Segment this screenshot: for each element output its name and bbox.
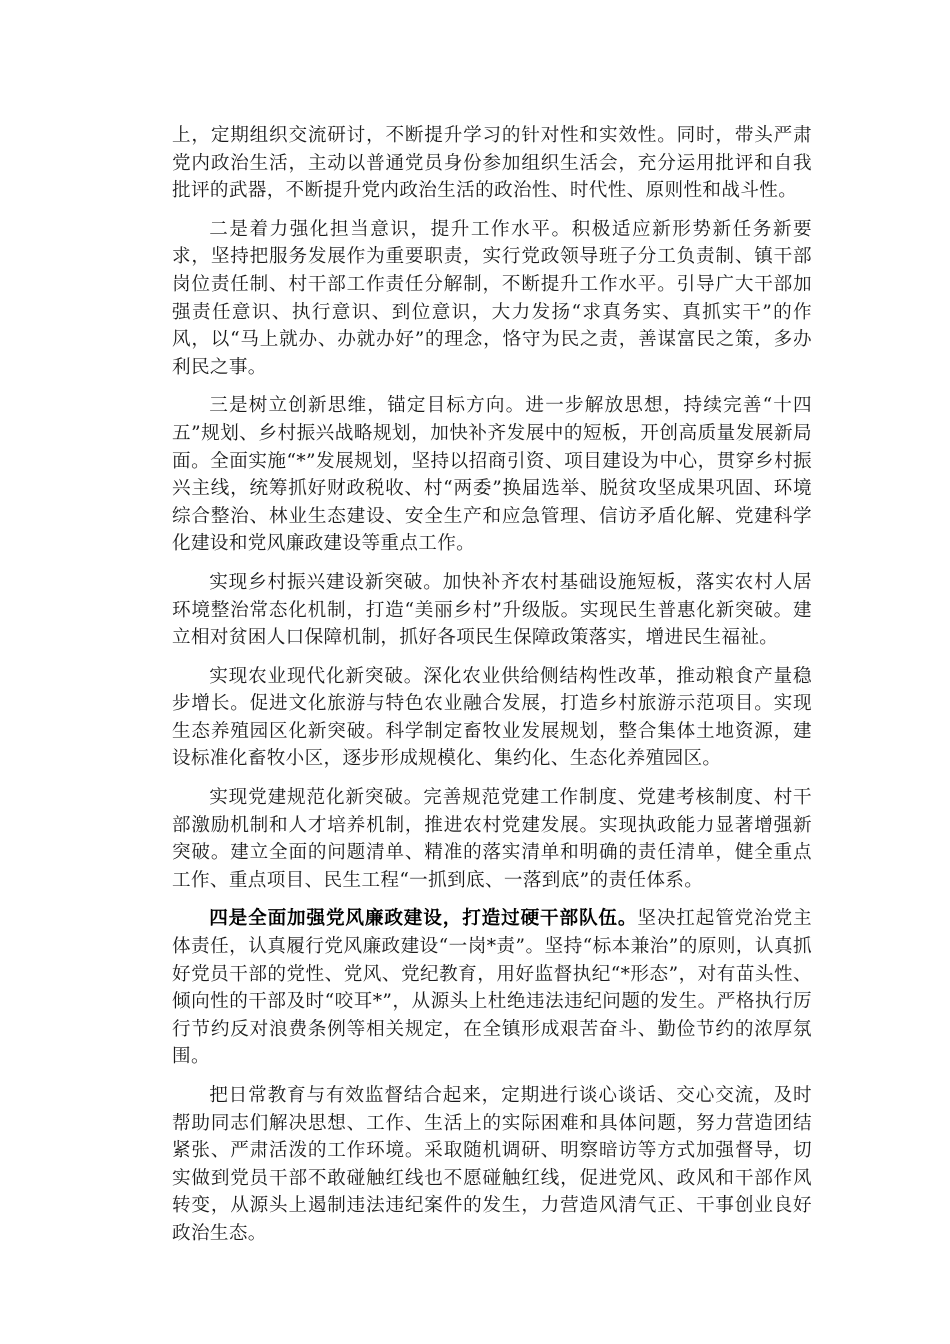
paragraph-lead-heading: 四是全面加强党风廉政建设，打造过硬干部队伍。 — [209, 908, 638, 930]
paragraph-text: 把日常教育与有效监督结合起来，定期进行谈心谈话、交心交流，及时帮助同志们解决思想、工作、生活上的实际困难和具体问题，努力营造团结紧张、严肃活泼的工作环境。采取随机调研、明察暗访等方式加强督导，切实做到党员干部不敢碰触红线也不愿碰触红线，促进党风、政风和干部作风转变，从源头上遏制违法违纪案件的发生，力营造风清气正、干事创业良好政治生态。 — [172, 1085, 812, 1244]
paragraph-integrity — [172, 905, 812, 1071]
paragraph-supervision — [172, 1082, 812, 1248]
paragraph-text: 实现党建规范化新突破。完善规范党建工作制度、党建考核制度、村干部激励机制和人才培养机制，推进农村党建发展。实现执政能力显著增强新突破。建立全面的问题清单、精准的落实清单和明确的责任清单，健全重点工作、重点项目、民生工程“一抓到底、一落到底”的责任体系。 — [172, 787, 812, 891]
paragraph-text: 实现农业现代化新突破。深化农业供给侧结构性改革，推动粮食产量稳步增长。促进文化旅游与特色农业融合发展，打造乡村旅游示范项目。实现生态养殖园区化新突破。科学制定畜牧业发展规划，整合集体土地资源，建设标准化畜牧小区，逐步形成规模化、集约化、生态化养殖园区。 — [172, 665, 812, 770]
paragraph-party-building — [172, 784, 812, 894]
paragraph-rural-revitalization — [172, 569, 812, 652]
paragraph-text: 实现乡村振兴建设新突破。加快补齐农村基础设施短板，落实农村人居环境整治常态化机制，打造“美丽乡村”升级版。实现民生普惠化新突破。建立相对贫困人口保障机制，抓好各项民生保障政策落实，增进民生福祉。 — [172, 571, 812, 649]
document-body — [172, 122, 812, 1259]
paragraph-text: 上，定期组织交流研讨，不断提升学习的针对性和实效性。同时，带头严肃党内政治生活，主动以普通党员身份参加组织生活会，充分运用批评和自我批评的武器，不断提升党内政治生活的政治性、时代性、原则性和战斗性。 — [172, 125, 812, 202]
paragraph-text: 二是着力强化担当意识，提升工作水平。积极适应新形势新任务新要求，坚持把服务发展作为重要职责，实行党政领导班子分工负责制、镇干部岗位责任制、村干部工作责任分解制，不断提升工作水平。引导广大干部加强责任意识、执行意识、到位意识，大力发扬“求真务实、真抓实干”的作风，以“马上就办、办就办好”的理念，恪守为民之责，善谋富民之策，多办利民之事。 — [172, 218, 812, 378]
paragraph-continued-study — [172, 122, 812, 205]
paragraph-text: 三是树立创新思维，锚定目标方向。进一步解放思想，持续完善“十四五”规划、乡村振兴战略规划，加快补齐发展中的短板，开创高质量发展新局面。全面实施“*”发展规划，坚持以招商引资、项目建设为中心，贯穿乡村振兴主线，统筹抓好财政税收、村“两委”换届选举、脱贫攻坚成果巩固、环境综合整治、林业生态建设、安全生产和应急管理、信访矛盾化解、党建科学化建设和党风廉政建设等重点工作。 — [172, 395, 812, 555]
paragraph-innovation — [172, 392, 812, 558]
paragraph-responsibility — [172, 216, 812, 382]
paragraph-text: 坚决扛起管党治党主体责任，认真履行党风廉政建设“一岗*责”。坚持“标本兼治”的原则，认真抓好党员干部的党性、党风、党纪教育，用好监督执纪“*形态”，对有苗头性、倾向性的干部及时“咬耳*”，从源头上杜绝违法违纪问题的发生。严格执行厉行节约反对浪费条例等相关规定，在全镇形成艰苦奋斗、勤俭节约的浓厚氛围。 — [172, 908, 812, 1068]
paragraph-agriculture — [172, 663, 812, 773]
